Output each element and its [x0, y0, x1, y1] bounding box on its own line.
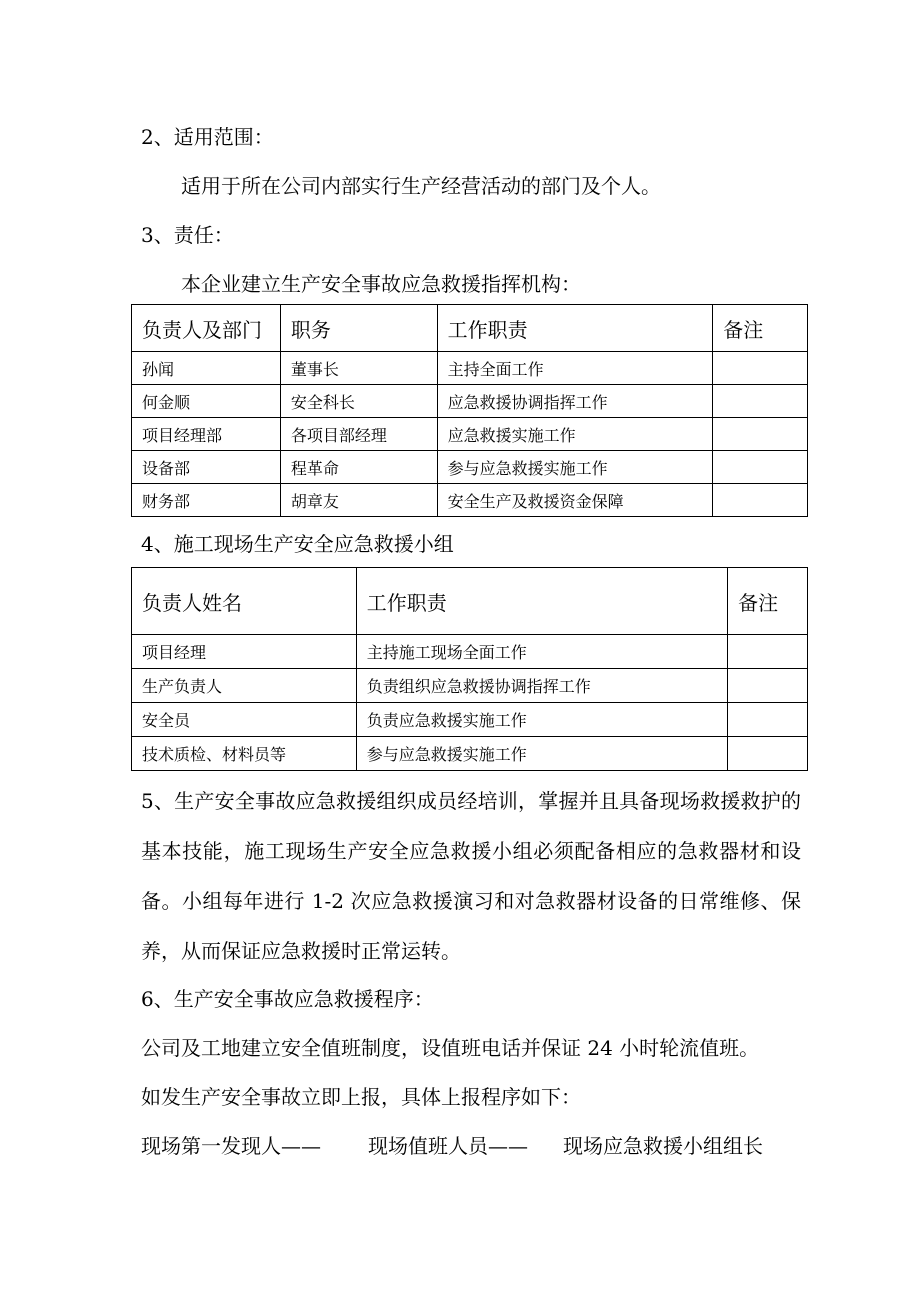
table-cell [713, 418, 808, 451]
table-cell: 设备部 [132, 451, 281, 484]
table-cell: 项目经理 [132, 635, 357, 669]
table-header-cell: 工作职责 [356, 568, 727, 635]
table-cell: 财务部 [132, 484, 281, 517]
report-flow-step-2: 现场值班人员—— [368, 1134, 528, 1158]
section-6-heading: 6、生产安全事故应急救援程序： [141, 987, 434, 1011]
table-cell: 安全生产及救援资金保障 [437, 484, 713, 517]
command-structure-table [131, 304, 808, 517]
table-header-cell: 备注 [728, 568, 808, 635]
table-row [132, 385, 808, 418]
table-cell: 胡章友 [280, 484, 437, 517]
table-row [132, 451, 808, 484]
table-header-cell: 工作职责 [437, 305, 713, 352]
table-cell: 生产负责人 [132, 669, 357, 703]
table-header-cell: 负责人姓名 [132, 568, 357, 635]
section-4-heading: 4、施工现场生产安全应急救援小组 [141, 532, 454, 556]
table-cell: 程革命 [280, 451, 437, 484]
table-cell: 何金顺 [132, 385, 281, 418]
table-cell [713, 451, 808, 484]
table-row [132, 703, 808, 737]
section-3-heading: 3、责任： [141, 223, 234, 247]
report-flow-step-1: 现场第一发现人—— [141, 1134, 321, 1158]
section-6-line-2: 如发生产安全事故立即上报，具体上报程序如下： [141, 1085, 581, 1109]
table-cell: 安全员 [132, 703, 357, 737]
section-2-text: 适用于所在公司内部实行生产经营活动的部门及个人。 [181, 174, 661, 198]
table-cell [713, 484, 808, 517]
table-cell: 负责组织应急救援协调指挥工作 [356, 669, 727, 703]
table-cell: 孙闻 [132, 352, 281, 385]
section-2-heading: 2、适用范围： [141, 125, 274, 149]
table-cell: 主持全面工作 [437, 352, 713, 385]
section-6-line-1: 公司及工地建立安全值班制度，设值班电话并保证 24 小时轮流值班。 [141, 1036, 760, 1060]
section-5-paragraph: 5、生产安全事故应急救援组织成员经培训，掌握并且具备现场救援救护的基本技能，施工现场生产安全应急救援小组必须配备相应的急救器材和设备。小组每年进行 1-2 次应急救援演习和对急救器材设备的日常维修、保养，从而保证应急救援时正常运转。 [141, 789, 801, 963]
table-cell [728, 737, 808, 771]
table-header-cell: 职务 [280, 305, 437, 352]
table-header-row [132, 568, 808, 635]
table-cell [728, 669, 808, 703]
table-cell: 董事长 [280, 352, 437, 385]
table-row [132, 669, 808, 703]
table-header-cell: 负责人及部门 [132, 305, 281, 352]
table-cell [728, 703, 808, 737]
site-rescue-team-table [131, 567, 808, 771]
table-cell: 参与应急救援实施工作 [356, 737, 727, 771]
table-cell: 项目经理部 [132, 418, 281, 451]
table-header-cell: 备注 [713, 305, 808, 352]
table-header-row [132, 305, 808, 352]
table-row [132, 484, 808, 517]
table-cell [713, 352, 808, 385]
table-row [132, 352, 808, 385]
table-cell: 应急救援协调指挥工作 [437, 385, 713, 418]
table-row [132, 737, 808, 771]
table-cell: 负责应急救援实施工作 [356, 703, 727, 737]
table-row [132, 418, 808, 451]
table-cell: 主持施工现场全面工作 [356, 635, 727, 669]
table-cell: 各项目部经理 [280, 418, 437, 451]
table-cell: 技术质检、材料员等 [132, 737, 357, 771]
table-cell: 安全科长 [280, 385, 437, 418]
table-cell: 参与应急救援实施工作 [437, 451, 713, 484]
table-cell [713, 385, 808, 418]
section-3-text: 本企业建立生产安全事故应急救援指挥机构： [181, 272, 581, 296]
table-cell [728, 635, 808, 669]
table-row [132, 635, 808, 669]
report-flow-step-3: 现场应急救援小组组长 [563, 1134, 763, 1158]
table-cell: 应急救援实施工作 [437, 418, 713, 451]
